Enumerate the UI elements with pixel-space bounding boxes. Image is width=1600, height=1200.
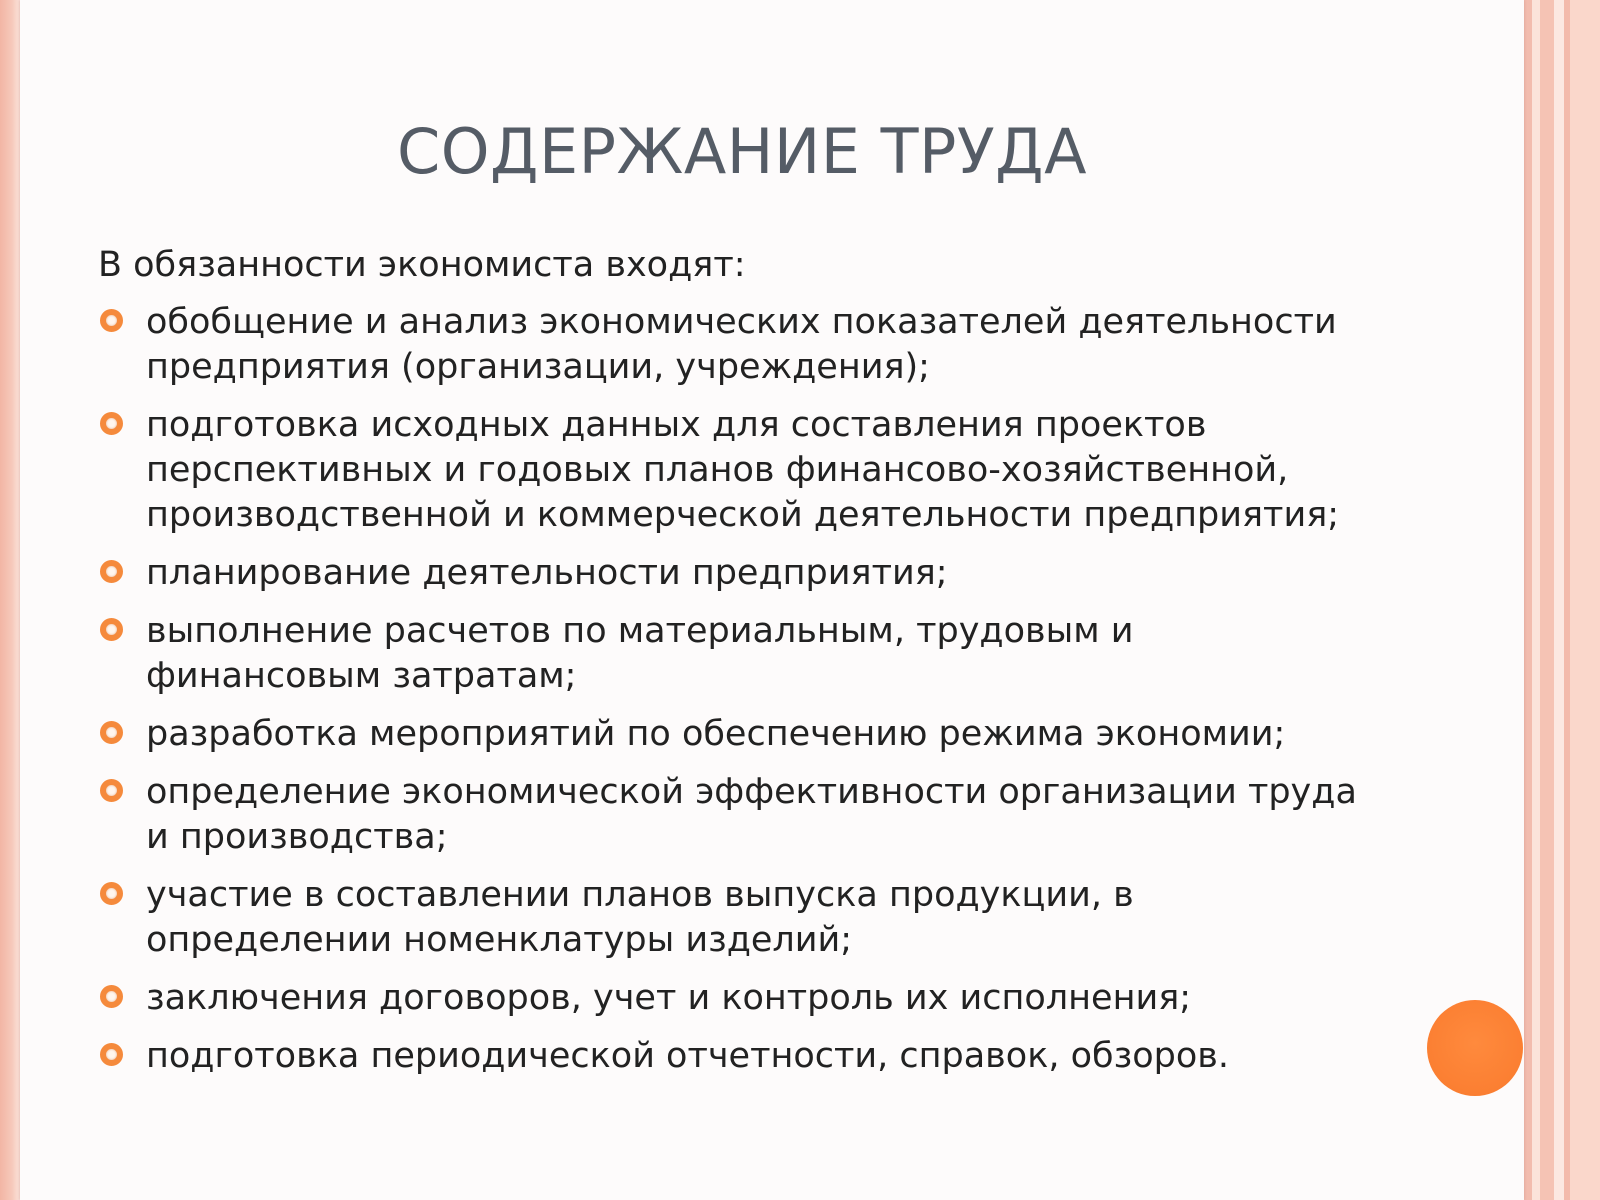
circle-bullet-icon — [100, 309, 123, 332]
list-item-text-line: подготовка периодической отчетности, справок, обзоров. — [146, 1036, 1230, 1076]
list-item — [98, 551, 1398, 596]
list-item — [98, 976, 1398, 1021]
right-border-stripe — [1540, 0, 1554, 1200]
slide-title: СОДЕРЖАНИЕ ТРУДА — [396, 115, 1088, 188]
list-item-text-line: разработка мероприятий по обеспечению режима экономии; — [146, 714, 1286, 754]
list-item-text-line: обобщение и анализ экономических показателей деятельности — [146, 302, 1337, 342]
circle-bullet-icon — [100, 1043, 123, 1066]
circle-bullet-icon — [100, 779, 123, 802]
list-item-text-line: планирование деятельности предприятия; — [146, 553, 948, 593]
list-item-text-line: заключения договоров, учет и контроль их исполнения; — [146, 978, 1192, 1018]
list-item — [98, 1034, 1398, 1079]
list-item-text-line: и производства; — [146, 817, 448, 857]
bullet-list — [98, 300, 1398, 1092]
left-border-decoration — [0, 0, 20, 1200]
circle-bullet-icon — [100, 560, 123, 583]
list-item-text-line: выполнение расчетов по материальным, трудовым и — [146, 611, 1134, 651]
right-border-stripe — [1570, 0, 1600, 1200]
right-border-stripe — [1524, 0, 1532, 1200]
right-border-stripe — [1532, 0, 1540, 1200]
list-item-text-line: финансовым затратам; — [146, 656, 577, 696]
list-item-text-line: перспективных и годовых планов финансово-хозяйственной, — [146, 450, 1289, 490]
list-item-text-line: производственной и коммерческой деятельности предприятия; — [146, 495, 1340, 535]
list-item-text-line: предприятия (организации, учреждения); — [146, 347, 930, 387]
right-border-stripe — [1554, 0, 1564, 1200]
list-item — [98, 873, 1398, 963]
list-item — [98, 609, 1398, 699]
list-item-text-line: определении номенклатуры изделий; — [146, 920, 853, 960]
list-item — [98, 403, 1398, 538]
slide-intro: В обязанности экономиста входят: — [98, 245, 746, 285]
orange-circle-decoration — [1427, 1000, 1523, 1096]
circle-bullet-icon — [100, 618, 123, 641]
slide — [20, 0, 1524, 1200]
circle-bullet-icon — [100, 721, 123, 744]
list-item-text-line: определение экономической эффективности организации труда — [146, 772, 1357, 812]
circle-bullet-icon — [100, 882, 123, 905]
list-item — [98, 712, 1398, 757]
list-item-text-line: участие в составлении планов выпуска продукции, в — [146, 875, 1134, 915]
circle-bullet-icon — [100, 412, 123, 435]
list-item — [98, 300, 1398, 390]
circle-bullet-icon — [100, 985, 123, 1008]
list-item — [98, 770, 1398, 860]
list-item-text-line: подготовка исходных данных для составления проектов — [146, 405, 1207, 445]
